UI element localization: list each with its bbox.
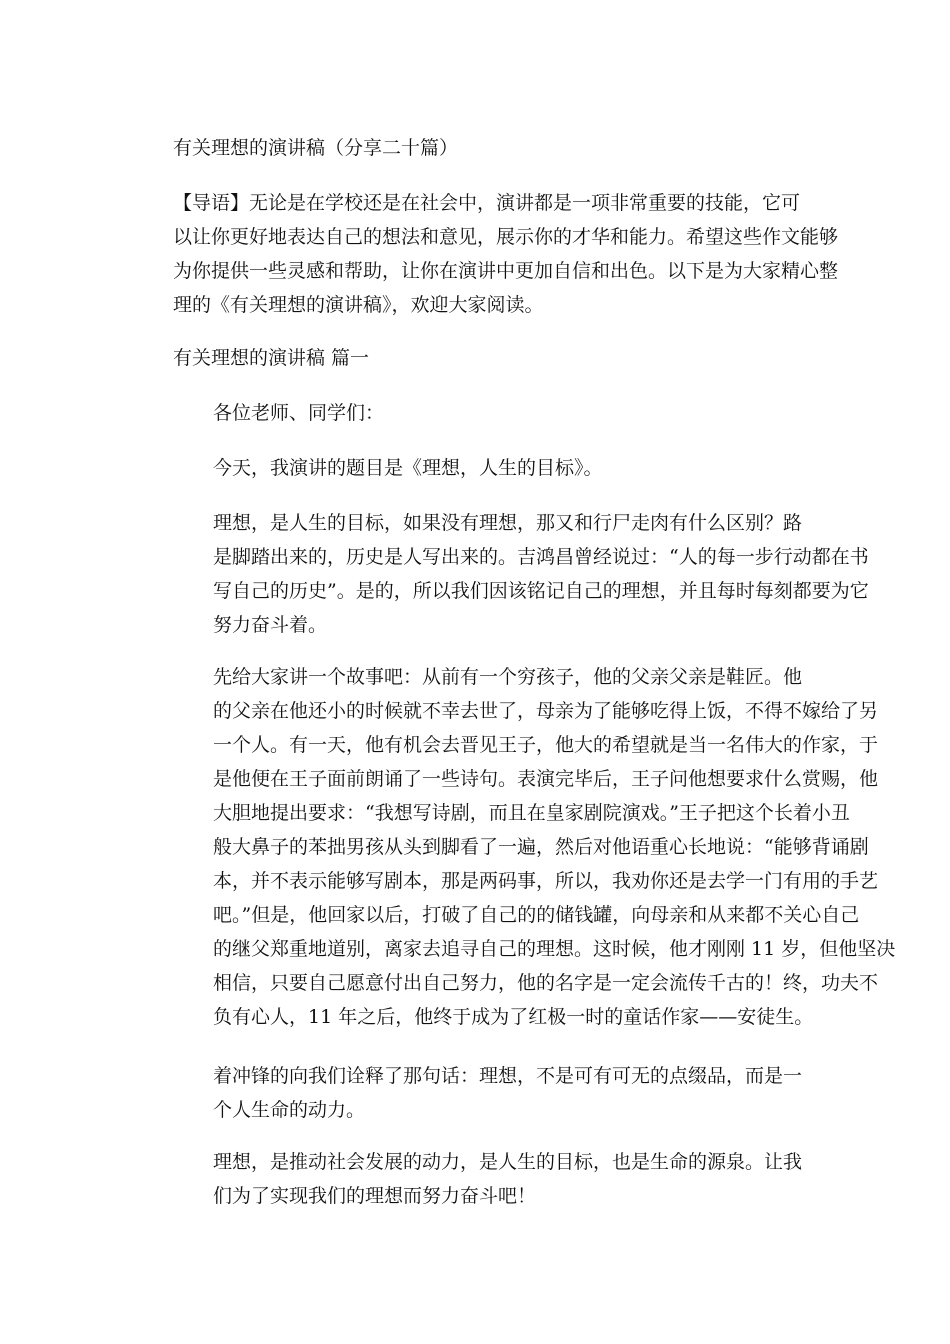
paragraph-line: 的父亲在他还小的时候就不幸去世了，母亲为了能够吃得上饭，不得不嫁给了另 bbox=[213, 700, 879, 722]
paragraph-line: 一个人。有一天，他有机会去晋见王子，他大的希望就是当一名伟大的作家，于 bbox=[213, 734, 879, 756]
topic-line: 今天，我演讲的题目是《理想，人生的目标》。 bbox=[213, 457, 603, 479]
paragraph-line: 是他便在王子面前朗诵了一些诗句。表演完毕后，王子问他想要求什么赏赐，他 bbox=[213, 768, 879, 790]
section-heading: 有关理想的演讲稿 篇一 bbox=[173, 347, 370, 369]
intro-line: 理的《有关理想的演讲稿》，欢迎大家阅读。 bbox=[173, 294, 544, 316]
body-paragraph-2 bbox=[133, 660, 896, 1034]
document-title: 有关理想的演讲稿（分享二十篇） bbox=[173, 137, 459, 159]
intro-line: 以让你更好地表达自己的想法和意见，展示你的才华和能力。希望这些作文能够 bbox=[173, 226, 839, 248]
paragraph-line: 们为了实现我们的理想而努力奋斗吧！ bbox=[213, 1185, 537, 1207]
paragraph-line: 的继父郑重地道别，离家去追寻自己的理想。这时候，他才刚刚 11 岁，但他坚决 bbox=[213, 938, 896, 960]
paragraph-line: 负有心人，11 年之后，他终于成为了红极一时的童话作家——安徒生。 bbox=[213, 1006, 814, 1028]
body-paragraph-4 bbox=[133, 1145, 813, 1213]
paragraph-line: 本，并不表示能够写剧本，那是两码事，所以，我劝你还是去学一门有用的手艺 bbox=[213, 870, 879, 892]
paragraph-line: 着冲锋的向我们诠释了那句话：理想，不是可有可无的点缀品，而是一 bbox=[213, 1065, 803, 1087]
intro-line: 【导语】无论是在学校还是在社会中，演讲都是一项非常重要的技能，它可 bbox=[173, 192, 801, 214]
paragraph-line: 相信，只要自己愿意付出自己努力，他的名字是一定会流传千古的！终，功夫不 bbox=[213, 972, 879, 994]
body-paragraph-1 bbox=[133, 506, 869, 642]
salutation: 各位老师、同学们： bbox=[213, 402, 385, 424]
paragraph-line: 努力奋斗着。 bbox=[213, 614, 328, 636]
paragraph-line: 理想，是推动社会发展的动力，是人生的目标，也是生命的源泉。让我 bbox=[213, 1151, 803, 1173]
paragraph-line: 写自己的历史”。是的，所以我们因该铭记自己的理想，并且每时每刻都要为它 bbox=[213, 580, 869, 602]
intro-paragraph bbox=[133, 186, 839, 322]
paragraph-line: 理想，是人生的目标，如果没有理想，那又和行尸走肉有什么区别？路 bbox=[213, 512, 803, 534]
intro-line: 为你提供一些灵感和帮助，让你在演讲中更加自信和出色。以下是为大家精心整 bbox=[173, 260, 839, 282]
paragraph-line: 是脚踏出来的，历史是人写出来的。吉鸿昌曾经说过：“人的每一步行动都在书 bbox=[213, 546, 869, 568]
paragraph-line: 大胆地提出要求：“我想写诗剧，而且在皇家剧院演戏。”王子把这个长着小丑 bbox=[213, 802, 850, 824]
paragraph-line: 先给大家讲一个故事吧：从前有一个穷孩子，他的父亲父亲是鞋匠。他 bbox=[213, 666, 803, 688]
paragraph-line: 吧。”但是，他回家以后，打破了自己的的储钱罐，向母亲和从来都不关心自己 bbox=[213, 904, 860, 926]
paragraph-line: 个人生命的动力。 bbox=[213, 1099, 366, 1121]
paragraph-line: 般大鼻子的苯拙男孩从头到脚看了一遍，然后对他语重心长地说：“能够背诵剧 bbox=[213, 836, 869, 858]
body-paragraph-3 bbox=[133, 1059, 813, 1127]
